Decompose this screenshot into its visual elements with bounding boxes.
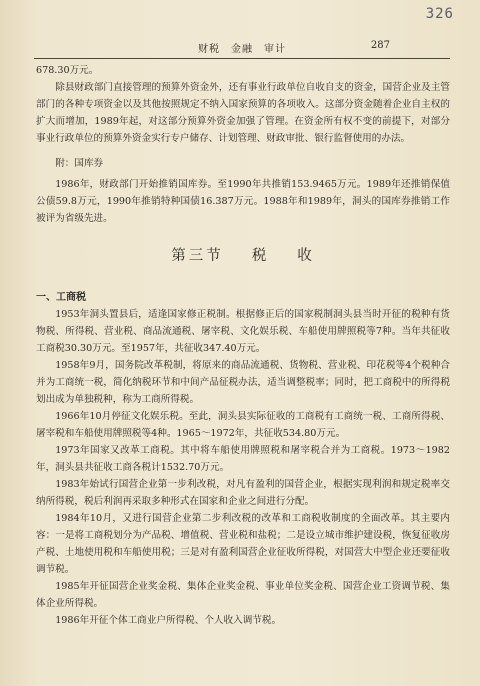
body-paragraph: 1953年洞头置县后，适逢国家修正税制。根据修正后的国家税制洞头县当时开征的税种有货物税、所得税、营业税、商品流通税、屠宰税、文化娱乐税、车船使用牌照税等7种。当年共征收工商税30.30万元。至1957年，共征收347.40万元。 <box>36 309 450 354</box>
running-header <box>34 40 450 56</box>
body-paragraph: 1983年始试行国营企业第一步利改税，对凡有盈利的国营企业，根据实现利润和规定税率交纳所得税，税后利润再采取多种形式在国家和企业之间进行分配。 <box>36 479 450 507</box>
body-paragraph: 1966年10月停征文化娱乐税。至此，洞头县实际征收的工商税有工商统一税、工商所得税、屠宰税和车船使用牌照税等4种。1965～1972年，共征收534.80万元。 <box>36 411 450 439</box>
paragraph-continued: 678.30万元。 <box>36 65 99 76</box>
page-content <box>36 62 450 629</box>
running-title: 财税 金融 审计 <box>198 44 286 55</box>
body-paragraph: 1958年9月，国务院改革税制，将原来的商品流通税、货物税、营业税、印花税等4个税种合并为工商统一税，简化纳税环节和中间产品征税办法，适当调整税率；同时，把工商税中的所得税划出成为单独税种，称为工商所得税。 <box>36 360 450 405</box>
section-title-word1: 税 <box>251 248 270 264</box>
section-title <box>36 246 450 266</box>
attachment-label: 附：国库券 <box>55 158 104 169</box>
body-paragraph: 1986年开征个体工商业户所得税、个人收入调节税。 <box>55 615 282 626</box>
body-paragraph: 1973年国家又改革工商税。其中将车船使用牌照税和屠宰税合并为工商税。1973～1982年，洞头县共征收工商各税计1532.70万元。 <box>36 445 450 473</box>
body-paragraph: 1984年10月，又进行国营企业第二步利改税的改革和工商税收制度的全面改革。其主要内容：一是将工商税划分为产品税、增值税、营业税和盐税；二是设立城市维护建设税，恢复征收房产税、土地使用税和车船使用税；三是对有盈利国营企业征收所得税，对国营大中型企业还要征收调节税。 <box>36 513 450 575</box>
section-title-word2: 收 <box>297 248 315 264</box>
paragraph-extra-budget: 除县财政部门直接管理的预算外资金外，还有事业行政单位自收自支的资金，国营企业及主管部门的各种专项资金以及其他按照规定不纳入国家预算的各项收入。这部分资金随着企业自主权的扩大而增加，1989年起，对这部分预算外资金加强了管理。在资金所有权不变的前提下，对部分事业行政单位的预算外资金实行专户储存、计划管理、财政审批、银行监督使用的办法。 <box>36 82 450 144</box>
handwritten-page-number: 326 <box>425 6 454 22</box>
page-number: 287 <box>370 40 390 51</box>
paragraph-treasury-bonds: 1986年，财政部门开始推销国库券。至1990年共推销153.9465万元。1989年还推销保值公债59.8万元，1990年推销特种国债16.387万元。1988年和1989年，洞头的国库券推销工作被评为省级先进。 <box>36 179 450 224</box>
subsection-title: 一、工商税 <box>36 292 86 303</box>
header-rule <box>34 58 450 59</box>
section-title-number: 第三节 <box>171 248 224 264</box>
body-paragraph: 1985年开征国营企业奖金税、集体企业奖金税、事业单位奖金税、国营企业工资调节税、集体企业所得税。 <box>36 581 450 609</box>
